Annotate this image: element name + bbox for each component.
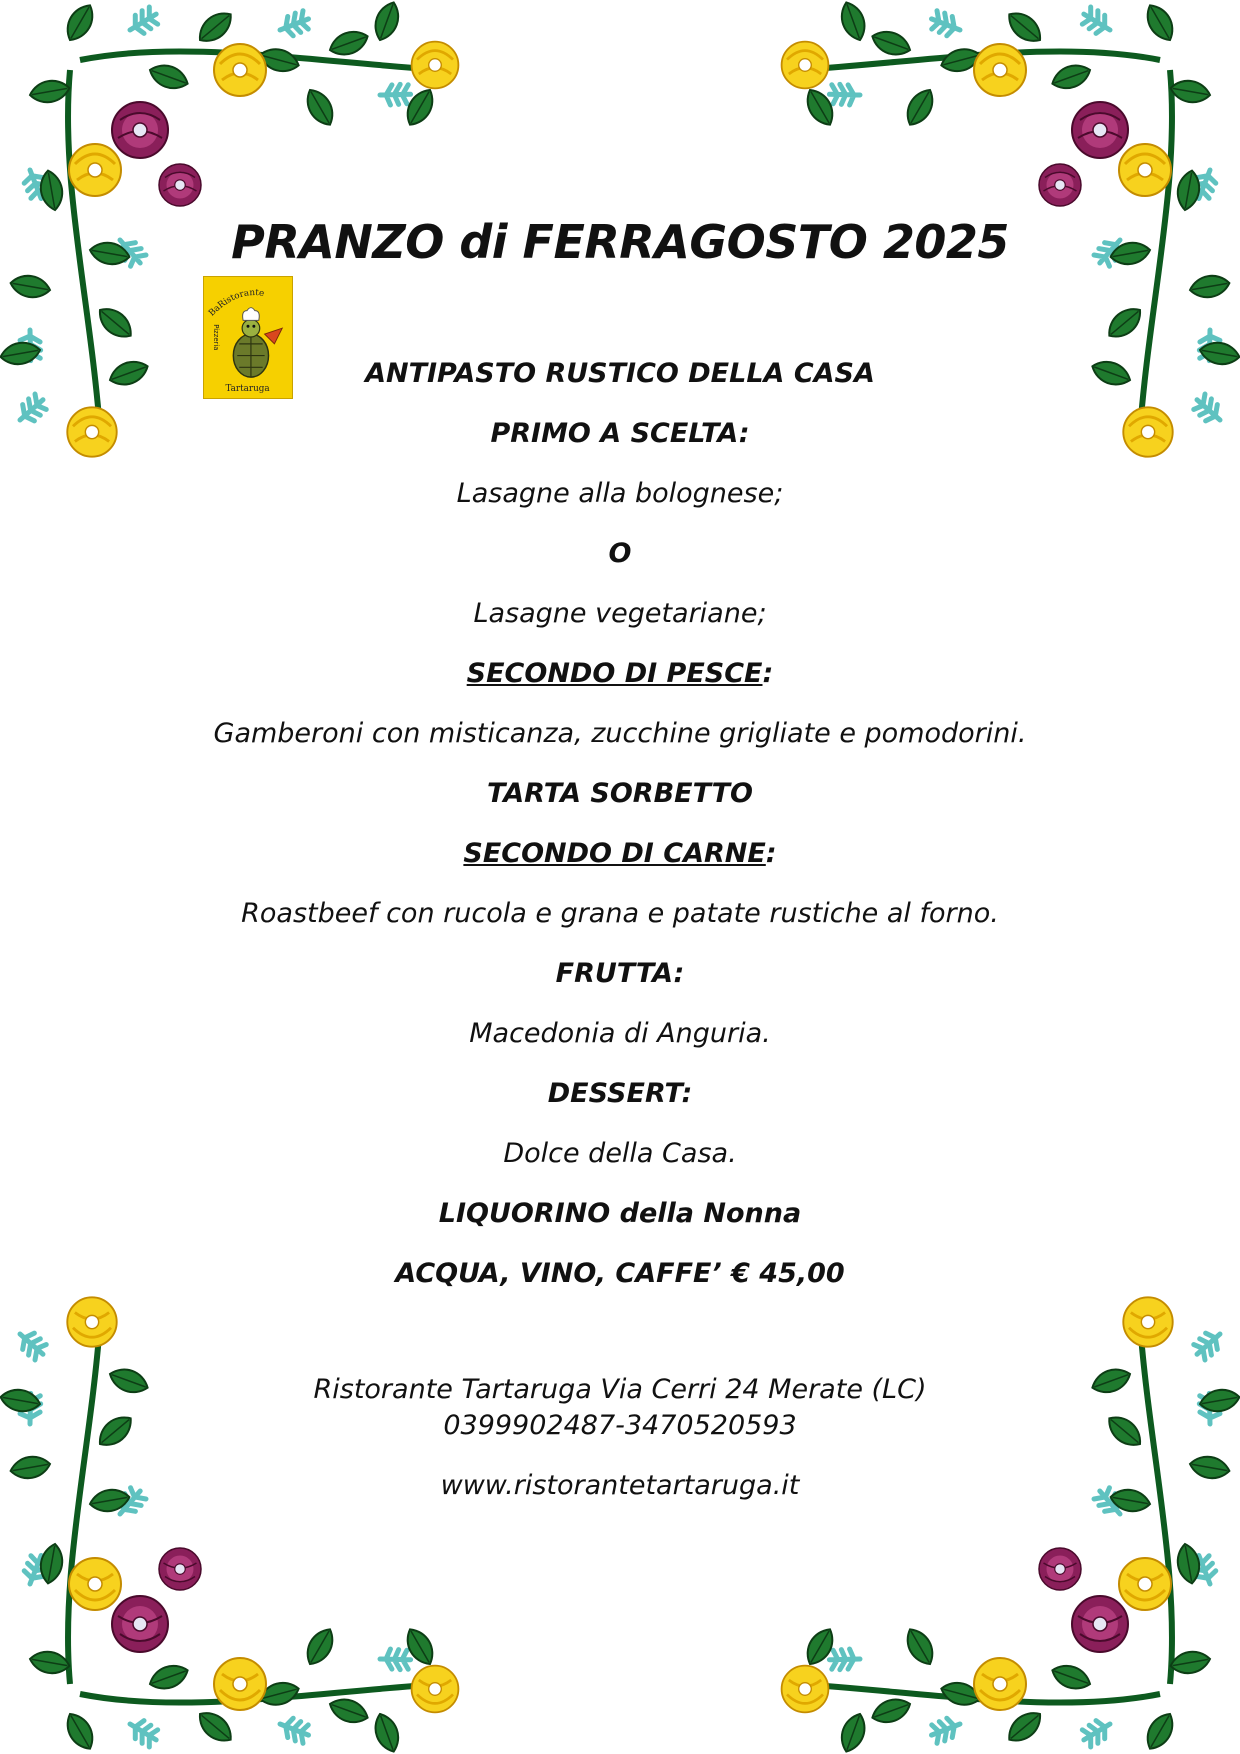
menu-liquorino: LIQUORINO della Nonna	[438, 1198, 802, 1229]
menu-secondo-carne-heading	[0, 832, 1240, 892]
menu-primo-option-1: Lasagne alla bolognese;	[456, 478, 784, 509]
menu-secondo-carne-label: SECONDO DI CARNE	[463, 838, 766, 869]
menu-price-line: ACQUA, VINO, CAFFE’ € 45,00	[395, 1258, 845, 1289]
page-title: PRANZO di FERRAGOSTO 2025	[231, 215, 1009, 269]
floral-corner-bottom-left	[0, 1284, 470, 1754]
menu-secondo-carne-colon: :	[765, 838, 777, 869]
menu-sorbetto: TARTA SORBETTO	[486, 778, 754, 809]
contact-address: Ristorante Tartaruga Via Cerri 24 Merate (LC)	[313, 1374, 927, 1405]
contact-website: www.ristorantetartaruga.it	[440, 1470, 800, 1501]
menu-list	[0, 352, 1240, 1312]
contact-phones: 0399902487-3470520593	[443, 1410, 797, 1441]
menu-primo-or: O	[608, 538, 632, 569]
menu-frutta-label: FRUTTA:	[555, 958, 685, 989]
menu-primo-option-2: Lasagne vegetariane;	[473, 598, 767, 629]
logo-text-bottom: Tartaruga	[225, 383, 270, 394]
logo-text-side: Pizzeria	[211, 324, 220, 351]
menu-antipasto: ANTIPASTO RUSTICO DELLA CASA	[365, 358, 875, 389]
contact-info	[0, 1372, 1240, 1504]
menu-secondo-carne-dish: Roastbeef con rucola e grana e patate rustiche al forno.	[241, 898, 999, 929]
menu-secondo-pesce-heading	[0, 652, 1240, 712]
logo-text-top: BaRistorante	[207, 288, 265, 319]
menu-primo-label: PRIMO A SCELTA:	[490, 418, 750, 449]
menu-secondo-pesce-label: SECONDO DI PESCE	[466, 658, 763, 689]
menu-frutta-dish: Macedonia di Anguria.	[469, 1018, 771, 1049]
floral-border-icon	[0, 1284, 470, 1754]
menu-secondo-pesce-colon: :	[762, 658, 774, 689]
menu-dessert-label: DESSERT:	[547, 1078, 693, 1109]
floral-border-icon	[770, 1284, 1240, 1754]
floral-corner-bottom-right	[770, 1284, 1240, 1754]
menu-secondo-pesce-dish: Gamberoni con misticanza, zucchine grigliate e pomodorini.	[213, 718, 1027, 749]
menu-dessert-dish: Dolce della Casa.	[503, 1138, 737, 1169]
